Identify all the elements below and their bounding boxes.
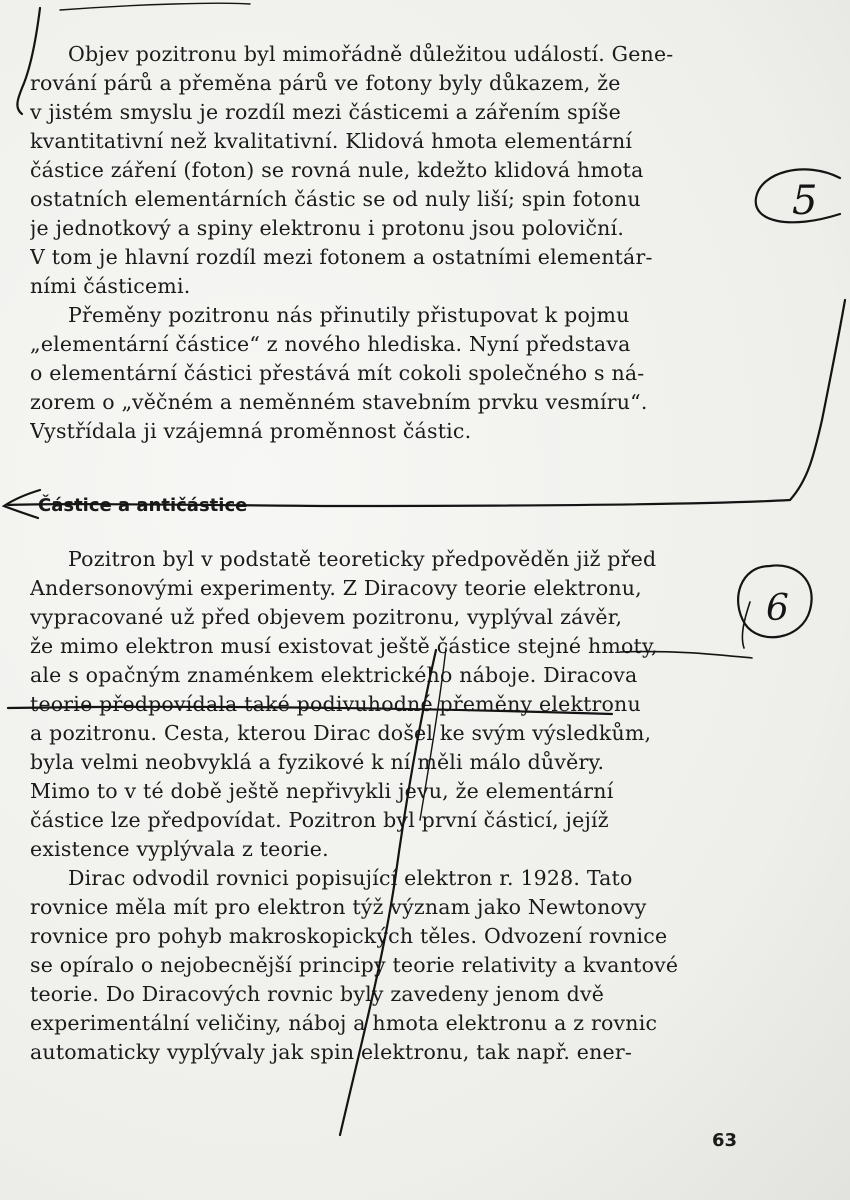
handwritten-mark-6: 6	[766, 588, 789, 629]
text-line: Mimo to v té době ještě nepřivykli jevu, že elementární	[30, 779, 614, 803]
text-line: rovnice měla mít pro elektron týž význam jako Newtonovy	[30, 895, 647, 919]
text-line: ale s opačným znaménkem elektrického náboje. Diracova	[30, 663, 638, 687]
text-line: ostatních elementárních částic se od nuly liší; spin fotonu	[30, 187, 641, 211]
text-line: je jednotkový a spiny elektronu i protonu jsou poloviční.	[30, 216, 625, 240]
text-line: Andersonovými experimenty. Z Diracovy teorie elektronu,	[30, 576, 642, 600]
text-line: teorie předpovídala také podivuhodné přeměny elektronu	[30, 692, 641, 716]
section-paragraphs-2	[30, 545, 750, 1067]
text-line: zorem o „věčném a neměnném stavebním prvku vesmíru“.	[30, 390, 648, 414]
text-line: experimentální veličiny, náboj a hmota elektronu a z rovnic	[30, 1011, 658, 1035]
text-line: kvantitativní než kvalitativní. Klidová hmota elementární	[30, 129, 633, 153]
text-line: ními částicemi.	[30, 274, 191, 298]
text-line: rování párů a přeměna párů ve fotony byly důkazem, že	[30, 71, 621, 95]
top-edge-stroke	[60, 3, 250, 10]
text-line: „elementární částice“ z nového hlediska. Nyní představa	[30, 332, 631, 356]
text-line: částice lze předpovídat. Pozitron byl první částicí, jejíž	[30, 808, 609, 832]
text-line: existence vyplývala z teorie.	[30, 837, 329, 861]
text-line: Přeměny pozitronu nás přinutily přistupovat k pojmu	[68, 303, 630, 327]
page-number: 63	[712, 1130, 738, 1151]
text-line: Pozitron byl v podstatě teoreticky předpověděn již před	[68, 547, 657, 571]
text-line: v jistém smyslu je rozdíl mezi částicemi a zářením spíše	[30, 100, 621, 124]
handwritten-mark-5: 5	[792, 178, 818, 224]
text-line: V tom je hlavní rozdíl mezi fotonem a ostatními elementár-	[30, 245, 653, 269]
text-line: že mimo elektron musí existovat ještě částice stejné hmoty,	[30, 634, 658, 658]
section-paragraphs-1	[30, 40, 750, 446]
section-heading: Částice a antičástice	[38, 495, 248, 516]
text-line: vypracované už před objevem pozitronu, vyplýval závěr,	[30, 605, 623, 629]
circle-mark-5-loop	[756, 169, 840, 222]
text-line: rovnice pro pohyb makroskopických těles. Odvození rovnice	[30, 924, 668, 948]
text-line: automaticky vyplývaly jak spin elektronu, tak např. ener-	[30, 1040, 632, 1064]
text-line: se opíralo o nejobecnější principy teorie relativity a kvantové	[30, 953, 679, 977]
text-line: byla velmi neobvyklá a fyzikové k ní měli málo důvěry.	[30, 750, 605, 774]
text-line: částice záření (foton) se rovná nule, kdežto klidová hmota	[30, 158, 644, 182]
text-line: a pozitronu. Cesta, kterou Dirac došel ke svým výsledkům,	[30, 721, 652, 745]
text-line: Objev pozitronu byl mimořádně důležitou událostí. Gene-	[68, 42, 674, 66]
left-arrow-tip-stroke	[4, 490, 40, 518]
text-line: o elementární částici přestává mít cokoli společného s ná-	[30, 361, 645, 385]
text-line: Dirac odvodil rovnici popisující elektron r. 1928. Tato	[68, 866, 633, 890]
text-line: Vystřídala ji vzájemná proměnnost částic.	[30, 419, 472, 443]
text-line: teorie. Do Diracových rovnic byly zavedeny jenom dvě	[30, 982, 605, 1006]
